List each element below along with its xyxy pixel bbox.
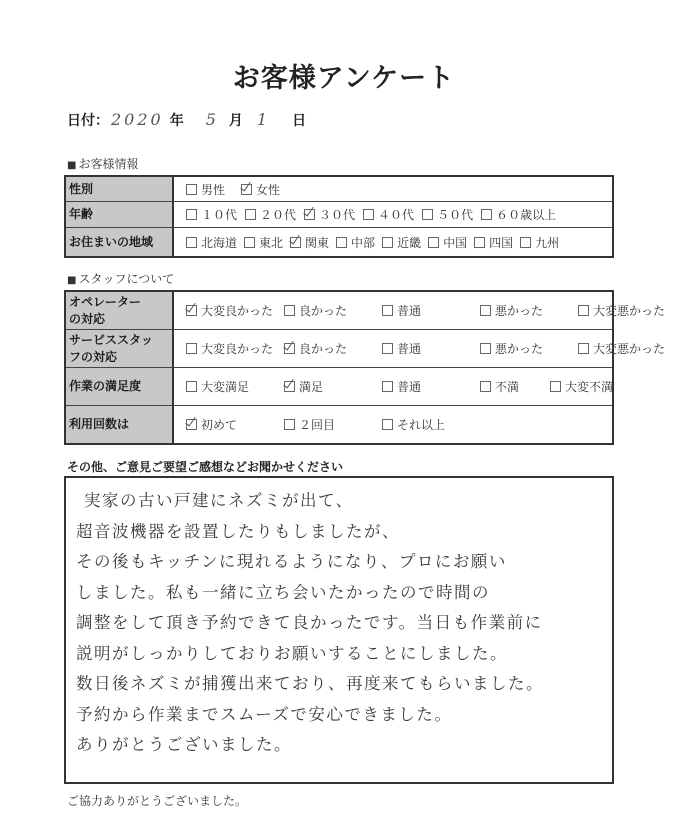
checkbox-label: ３０代 xyxy=(319,208,356,222)
checkbox-empty-icon[interactable] xyxy=(186,184,197,195)
comment-line: 数日後ネズミが捕獲出来ており、再度来てもらいました。 xyxy=(76,674,544,693)
checkbox-option[interactable] xyxy=(578,302,665,319)
checkbox-empty-icon[interactable] xyxy=(474,237,485,248)
date-year-unit: 年 xyxy=(169,113,184,129)
checkbox-option[interactable] xyxy=(241,181,280,198)
region-options xyxy=(173,228,613,258)
checkbox-option[interactable] xyxy=(578,340,665,357)
date-label: 日付： xyxy=(67,113,109,129)
checkbox-label: 不満 xyxy=(495,380,520,394)
checkbox-empty-icon[interactable] xyxy=(480,305,491,316)
checkbox-empty-icon[interactable] xyxy=(480,343,491,354)
checkbox-empty-icon[interactable] xyxy=(186,209,197,220)
checkbox-option[interactable] xyxy=(480,378,550,395)
comments-textarea[interactable] xyxy=(64,476,614,784)
row-header-age: 年齢 xyxy=(65,202,173,228)
checkbox-label: 北海道 xyxy=(201,235,238,250)
checkbox-option[interactable] xyxy=(186,340,284,357)
footer-thanks: ご協力ありがとうございました。 xyxy=(67,794,248,808)
checkbox-label: 近畿 xyxy=(397,235,422,250)
usage-count-options xyxy=(173,406,613,445)
checkbox-empty-icon[interactable] xyxy=(245,209,256,220)
checkbox-option[interactable] xyxy=(382,378,480,395)
table-row-region xyxy=(65,228,613,258)
checkbox-checked-icon[interactable] xyxy=(186,305,197,316)
checkbox-label: 初めて xyxy=(201,418,238,432)
checkbox-label: ２回目 xyxy=(299,418,336,432)
row-header-usage-count: 利用回数は xyxy=(65,406,173,445)
checkbox-option[interactable] xyxy=(186,416,284,433)
checkbox-option[interactable] xyxy=(481,206,556,223)
checkbox-option[interactable] xyxy=(363,206,414,223)
checkbox-empty-icon[interactable] xyxy=(428,237,439,248)
table-row-operator xyxy=(65,291,613,330)
comments-handwritten-text xyxy=(76,486,602,761)
checkbox-empty-icon[interactable] xyxy=(284,419,295,430)
page-title: お客様アンケート xyxy=(232,63,456,94)
date-day-unit: 日 xyxy=(292,113,307,129)
row-header-operator: オペレーター の対応 xyxy=(65,291,173,330)
checkbox-checked-icon[interactable] xyxy=(284,343,295,354)
checkbox-option[interactable] xyxy=(422,206,473,223)
checkbox-empty-icon[interactable] xyxy=(578,343,589,354)
checkbox-label: 男性 xyxy=(201,182,226,197)
table-row-age xyxy=(65,202,613,228)
checkbox-empty-icon[interactable] xyxy=(382,305,393,316)
checkbox-checked-icon[interactable] xyxy=(186,419,197,430)
checkbox-label: ５０代 xyxy=(437,208,474,222)
checkbox-label: 中国 xyxy=(443,235,468,250)
checkbox-label: 大変不満 xyxy=(565,380,614,394)
staff-section-label: ■ スタッフについて xyxy=(67,272,175,286)
row-header-service-staff: サービススタッ フの対応 xyxy=(65,330,173,368)
checkbox-label: 悪かった xyxy=(495,342,544,356)
comment-line: 予約から作業までスムーズで安心できました。 xyxy=(76,704,453,724)
checkbox-empty-icon[interactable] xyxy=(382,237,393,248)
checkbox-label: 関東 xyxy=(305,235,330,250)
checkbox-option[interactable] xyxy=(382,234,421,251)
comment-line: ありがとうございました。 xyxy=(76,735,292,754)
checkbox-option[interactable] xyxy=(186,234,237,251)
checkbox-empty-icon[interactable] xyxy=(481,209,492,220)
date-month-value[interactable]: 5 xyxy=(205,110,219,129)
checkbox-option[interactable] xyxy=(304,206,355,223)
comment-line: 超音波機器を設置したりもしましたが、 xyxy=(76,521,400,541)
age-options xyxy=(173,202,613,228)
checkbox-option[interactable] xyxy=(550,378,613,395)
checkbox-option[interactable] xyxy=(284,416,382,433)
row-header-gender: 性別 xyxy=(65,176,173,202)
date-field xyxy=(67,110,306,130)
checkbox-empty-icon[interactable] xyxy=(422,209,433,220)
comment-line: しました。私も一緒に立ち会いたかったので時間の xyxy=(76,582,490,602)
checkbox-label: 悪かった xyxy=(495,304,544,318)
checkbox-checked-icon[interactable] xyxy=(304,209,315,220)
checkbox-label: 大変良かった xyxy=(201,304,274,318)
checkbox-label: 大変良かった xyxy=(201,342,274,356)
checkbox-empty-icon[interactable] xyxy=(382,419,393,430)
checkbox-label: 大変悪かった xyxy=(593,304,666,318)
checkbox-option[interactable] xyxy=(428,234,467,251)
checkbox-option[interactable] xyxy=(290,234,329,251)
comment-line: 説明がしっかりしておりお願いすることにしました。 xyxy=(76,643,508,663)
date-year-value[interactable]: 2020 xyxy=(111,110,164,129)
checkbox-option[interactable] xyxy=(284,340,382,357)
checkbox-empty-icon[interactable] xyxy=(186,237,197,248)
table-row-gender xyxy=(65,176,613,202)
checkbox-empty-icon[interactable] xyxy=(244,237,255,248)
table-row-service-staff xyxy=(65,330,613,368)
checkbox-empty-icon[interactable] xyxy=(578,305,589,316)
checkbox-option[interactable] xyxy=(382,302,480,319)
checkbox-empty-icon[interactable] xyxy=(363,209,374,220)
checkbox-option[interactable] xyxy=(186,302,284,319)
checkbox-option[interactable] xyxy=(284,302,382,319)
operator-options xyxy=(173,291,666,330)
row-header-satisfaction: 作業の満足度 xyxy=(65,368,173,406)
checkbox-empty-icon[interactable] xyxy=(284,305,295,316)
checkbox-option[interactable] xyxy=(480,340,578,357)
square-bullet-icon: ■ xyxy=(67,275,77,286)
date-month-unit: 月 xyxy=(228,113,243,129)
service-staff-options xyxy=(173,330,666,368)
checkbox-empty-icon[interactable] xyxy=(186,381,197,392)
checkbox-label: 大変満足 xyxy=(201,380,250,394)
checkbox-label: 普通 xyxy=(397,380,422,394)
checkbox-option[interactable] xyxy=(186,181,225,198)
checkbox-label: ４０代 xyxy=(378,208,415,222)
checkbox-label: 普通 xyxy=(397,304,422,318)
checkbox-label: 良かった xyxy=(299,342,348,356)
checkbox-empty-icon[interactable] xyxy=(336,237,347,248)
comment-line: 実家の古い戸建にネズミが出て、 xyxy=(84,491,354,510)
checkbox-empty-icon[interactable] xyxy=(186,343,197,354)
checkbox-label: それ以上 xyxy=(397,418,446,432)
checkbox-label: 普通 xyxy=(397,342,422,356)
comment-line: 調整をして頂き予約できて良かったです。当日も作業前に xyxy=(76,613,543,632)
checkbox-option[interactable] xyxy=(284,378,382,395)
checkbox-label: 満足 xyxy=(299,380,324,394)
checkbox-option[interactable] xyxy=(474,234,513,251)
checkbox-empty-icon[interactable] xyxy=(382,381,393,392)
checkbox-checked-icon[interactable] xyxy=(241,184,252,195)
staff-table xyxy=(64,290,666,445)
checkbox-option[interactable] xyxy=(186,378,284,395)
checkbox-empty-icon[interactable] xyxy=(550,381,561,392)
comments-label: その他、ご意見ご要望ご感想などお聞かせください xyxy=(67,460,344,474)
checkbox-label: ６０歳以上 xyxy=(496,208,557,222)
row-header-region: お住まいの地域 xyxy=(65,228,173,258)
satisfaction-options xyxy=(173,368,613,406)
date-day-value[interactable]: 1 xyxy=(256,110,271,129)
table-row-satisfaction xyxy=(65,368,613,406)
checkbox-option[interactable] xyxy=(186,206,237,223)
checkbox-option[interactable] xyxy=(480,302,578,319)
checkbox-option[interactable] xyxy=(520,234,559,251)
checkbox-label: 四国 xyxy=(489,235,514,250)
comment-line: その後もキッチンに現れるようになり、プロにお願い xyxy=(76,552,507,571)
checkbox-label: 良かった xyxy=(299,304,348,318)
checkbox-option[interactable] xyxy=(244,234,283,251)
checkbox-label: 中部 xyxy=(351,235,376,250)
checkbox-option[interactable] xyxy=(382,416,445,433)
checkbox-option[interactable] xyxy=(336,234,375,251)
square-bullet-icon: ■ xyxy=(67,160,77,171)
checkbox-label: 東北 xyxy=(259,235,284,250)
checkbox-option[interactable] xyxy=(245,206,296,223)
gender-options xyxy=(173,176,613,202)
customer-info-table xyxy=(64,175,614,258)
checkbox-checked-icon[interactable] xyxy=(284,381,295,392)
customer-info-section-label: ■ お客様情報 xyxy=(67,157,139,171)
checkbox-label: 九州 xyxy=(535,235,560,250)
checkbox-label: １０代 xyxy=(201,208,238,222)
checkbox-option[interactable] xyxy=(382,340,480,357)
checkbox-empty-icon[interactable] xyxy=(382,343,393,354)
checkbox-label: 大変悪かった xyxy=(593,342,666,356)
checkbox-checked-icon[interactable] xyxy=(290,237,301,248)
checkbox-label: ２０代 xyxy=(260,208,297,222)
table-row-usage-count xyxy=(65,406,613,445)
checkbox-empty-icon[interactable] xyxy=(480,381,491,392)
checkbox-label: 女性 xyxy=(256,182,281,197)
checkbox-empty-icon[interactable] xyxy=(520,237,531,248)
